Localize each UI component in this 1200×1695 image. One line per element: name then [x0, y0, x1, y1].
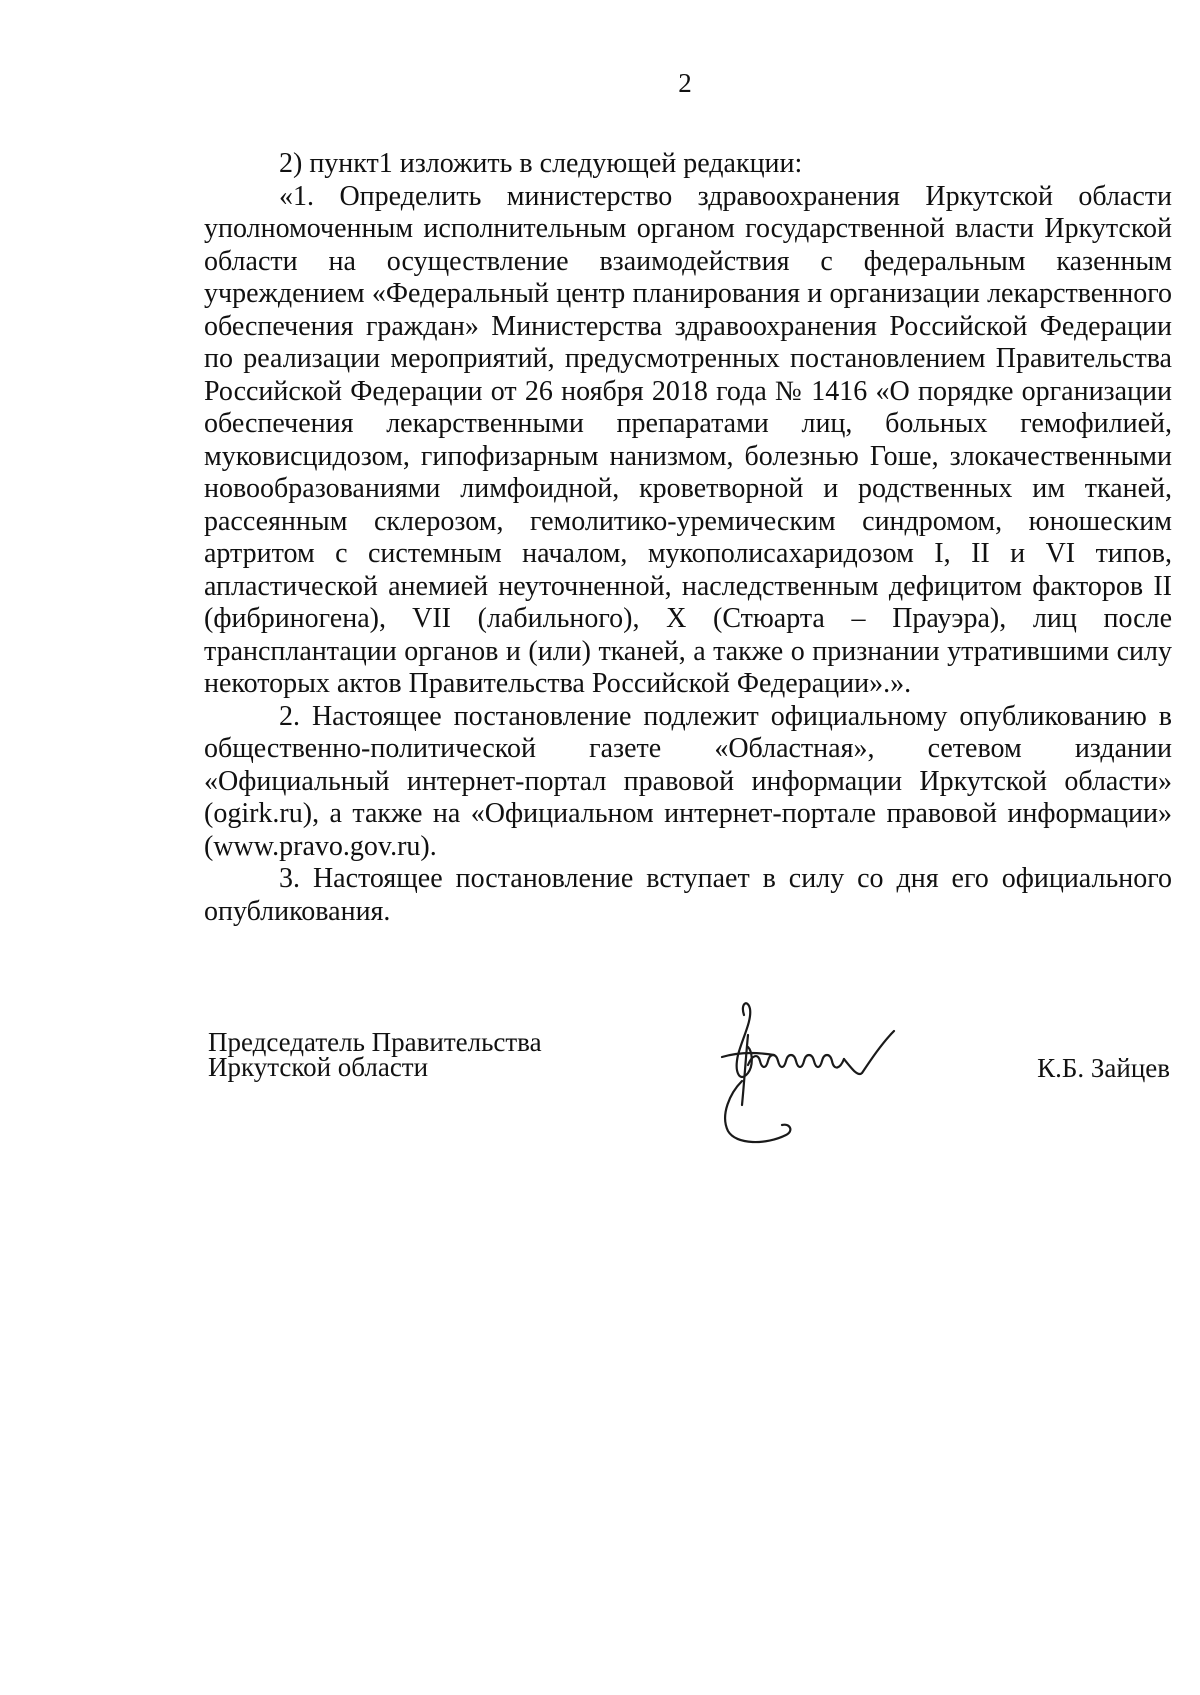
signatory-title-line-1: Председатель Правительства	[208, 1027, 542, 1057]
paragraph-entry-into-force: 3. Настоящее постановление вступает в силу со дня его официального опубликования.	[204, 863, 1172, 927]
signatory-title-line-2: Иркутской области	[208, 1052, 429, 1082]
paragraph-amendment-intro: 2) пункт1 изложить в следующей редакции:	[279, 148, 803, 179]
signatory-title	[208, 1027, 542, 1082]
paragraph-amendment-text: «1. Определить министерство здравоохранения Иркутской области уполномоченным исполнительным органом государственной власти Иркутской области на осуществление взаимодействия с федеральным казенным учреждением «Федеральный центр планирования и организации лекарственного обеспечения граждан» Министерства здравоохранения Российской Федерации по реализации мероприятий, предусмотренных постановлением Правительства Российской Федерации от 26 ноября 2018 года № 1416 «О порядке организации обеспечения лекарственными препаратами лиц, больных гемофилией, муковисцидозом, гипофизарным нанизмом, болезнью Гоше, злокачественными новообразованиями лимфоидной, кроветворной и родственных им тканей, рассеянным склерозом, гемолитико-уремическим синдромом, юношеским артритом с системным началом, мукополисахаридозом I, II и VI типов, апластической анемией неуточненной, наследственным дефицитом факторов II (фибриногена), VII (лабильного), X (Стюарта – Прауэра), лиц после трансплантации органов и (или) тканей, а также о признании утратившими силу некоторых актов Правительства Российской Федерации».».	[204, 180, 1172, 699]
document-body	[204, 148, 1172, 928]
handwritten-signature-icon	[682, 995, 952, 1145]
paragraph-publication: 2. Настоящее постановление подлежит официальному опубликованию в общественно-политической газете «Областная», сетевом издании «Официальный интернет-портал правовой информации Иркутской области» (ogirk.ru), а также на «Официальном интернет-портале правовой информации» (www.pravo.gov.ru).	[204, 700, 1172, 862]
page-number: 2	[678, 68, 692, 98]
signatory-name: К.Б. Зайцев	[1037, 1053, 1170, 1083]
